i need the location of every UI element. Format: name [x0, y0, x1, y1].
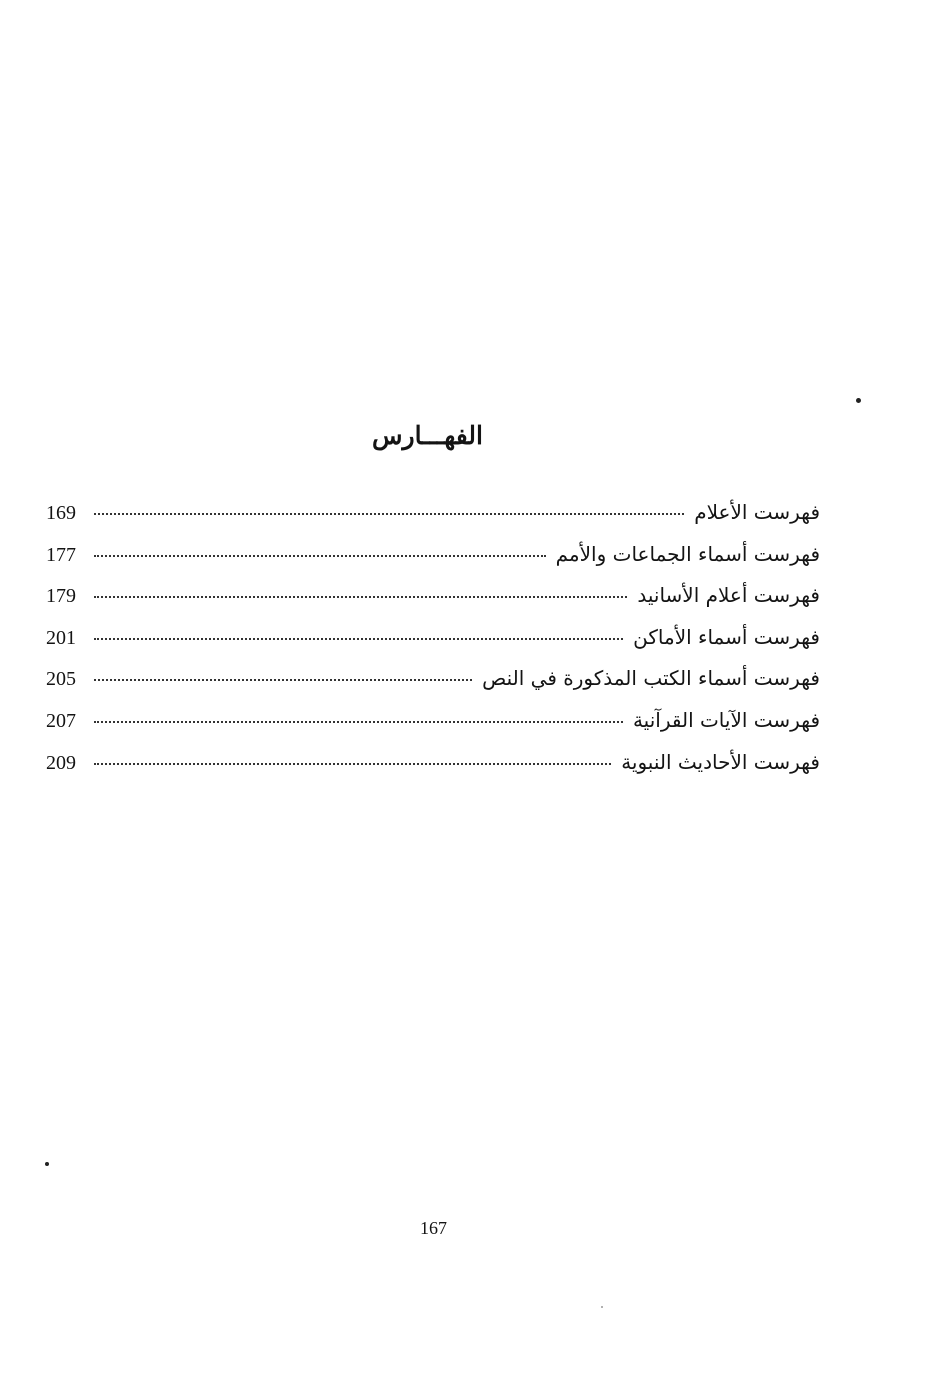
page-number: 167 — [420, 1218, 447, 1238]
toc-entry-label: فهرست أسماء الأماكن — [633, 624, 820, 649]
toc-entry — [46, 542, 820, 584]
dot-leader — [94, 763, 611, 765]
toc-entry-page: 205 — [46, 668, 76, 691]
toc-entry-page: 207 — [46, 709, 76, 732]
dot-leader — [94, 679, 472, 681]
toc-entry-page: 209 — [46, 751, 76, 774]
dot-leader — [94, 721, 623, 723]
scan-speck — [601, 1306, 603, 1308]
toc-entry-page: 201 — [46, 626, 76, 649]
scan-speck — [856, 398, 861, 403]
toc-entry-page: 169 — [46, 502, 76, 524]
page-title: الفهـــارس — [372, 421, 483, 450]
toc-entry-label: فهرست أعلام الأسانيد — [637, 583, 820, 608]
dot-leader — [94, 596, 627, 598]
scan-speck — [45, 1162, 49, 1166]
toc-entry-label: فهرست أسماء الجماعات والأمم — [555, 541, 820, 566]
dot-leader — [94, 513, 684, 515]
toc-entry-label: فهرست الأحاديث النبوية — [621, 749, 820, 774]
toc-entry — [46, 666, 820, 708]
dot-leader — [94, 555, 546, 557]
toc-entry-label: فهرست أسماء الكتب المذكورة في النص — [482, 666, 820, 691]
toc-entry-page: 179 — [46, 585, 76, 608]
toc-entry — [46, 500, 820, 542]
dot-leader — [94, 638, 623, 640]
toc-entry — [46, 625, 820, 667]
toc-entry — [46, 583, 820, 625]
toc-entry-label: فهرست الأعلام — [694, 500, 820, 524]
toc-entry-label: فهرست الآيات القرآنية — [632, 707, 820, 732]
toc-entry — [46, 708, 820, 750]
toc-entry — [46, 750, 820, 792]
toc-entry-page: 177 — [46, 543, 76, 566]
table-of-contents — [46, 500, 820, 791]
